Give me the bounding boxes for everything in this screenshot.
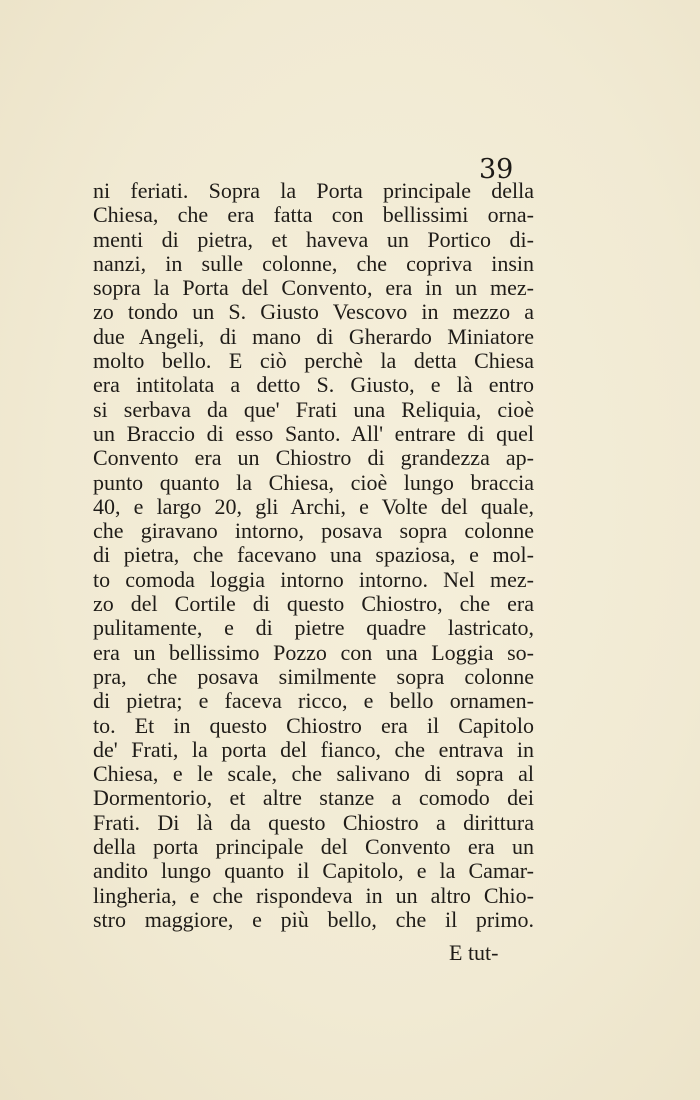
text-line: ni feriati. Sopra la Porta principale della [93, 178, 534, 203]
text-line: pra, che posava similmente sopra colonne [93, 663, 534, 689]
text-line: to. Et in questo Chiostro era il Capitolo [93, 712, 534, 738]
text-line: di pietra, che facevano una spaziosa, e mol- [93, 542, 534, 568]
text-line: Dormentorio, et altre stanze a comodo dei [93, 785, 534, 811]
text-line: si serbava da que' Frati una Reliquia, cioè [93, 396, 534, 422]
text-line: de' Frati, la porta del fianco, che entrava in [93, 736, 534, 762]
text-line: to comoda loggia intorno intorno. Nel mez- [93, 566, 534, 592]
text-line: menti di pietra, et haveva un Portico di- [93, 226, 534, 252]
text-line: nanzi, in sulle colonne, che copriva insin [93, 250, 534, 276]
text-line: sopra la Porta del Convento, era in un mez- [93, 275, 534, 301]
text-line: Chiesa, e le scale, che salivano di sopra al [93, 761, 534, 787]
text-line: punto quanto la Chiesa, cioè lungo braccia [93, 469, 534, 495]
page-number: 39 [479, 154, 514, 185]
body-text [93, 179, 534, 932]
text-line: Convento era un Chiostro di grandezza ap- [93, 445, 534, 471]
text-line: era intitolata a detto S. Giusto, e là entro [93, 372, 534, 398]
text-line: della porta principale del Convento era un [93, 834, 534, 860]
text-line: di pietra; e faceva ricco, e bello ornamen- [93, 688, 534, 714]
text-line: andito lungo quanto il Capitolo, e la Camar- [93, 858, 534, 884]
text-line: era un bellissimo Pozzo con una Loggia so- [93, 639, 534, 665]
text-line: due Angeli, di mano di Gherardo Miniatore [93, 323, 534, 349]
text-line: che giravano intorno, posava sopra colonne [93, 518, 534, 544]
text-line: Chiesa, che era fatta con bellissimi orna- [93, 202, 534, 228]
text-line: pulitamente, e di pietre quadre lastricato, [93, 615, 534, 641]
text-line: un Braccio di esso Santo. All' entrare di quel [93, 420, 534, 446]
text-line: lingheria, e che rispondeva in un altro Chio- [93, 882, 534, 908]
text-line: zo del Cortile di questo Chiostro, che era [93, 591, 534, 617]
text-line: zo tondo un S. Giusto Vescovo in mezzo a [93, 299, 534, 325]
text-line: 40, e largo 20, gli Archi, e Volte del quale, [93, 493, 534, 519]
catchword: E tut- [449, 940, 499, 965]
text-line: stro maggiore, e più bello, che il primo. [93, 906, 534, 932]
text-line: molto bello. E ciò perchè la detta Chiesa [93, 348, 534, 374]
text-line: Frati. Di là da questo Chiostro a dirittura [93, 809, 534, 835]
